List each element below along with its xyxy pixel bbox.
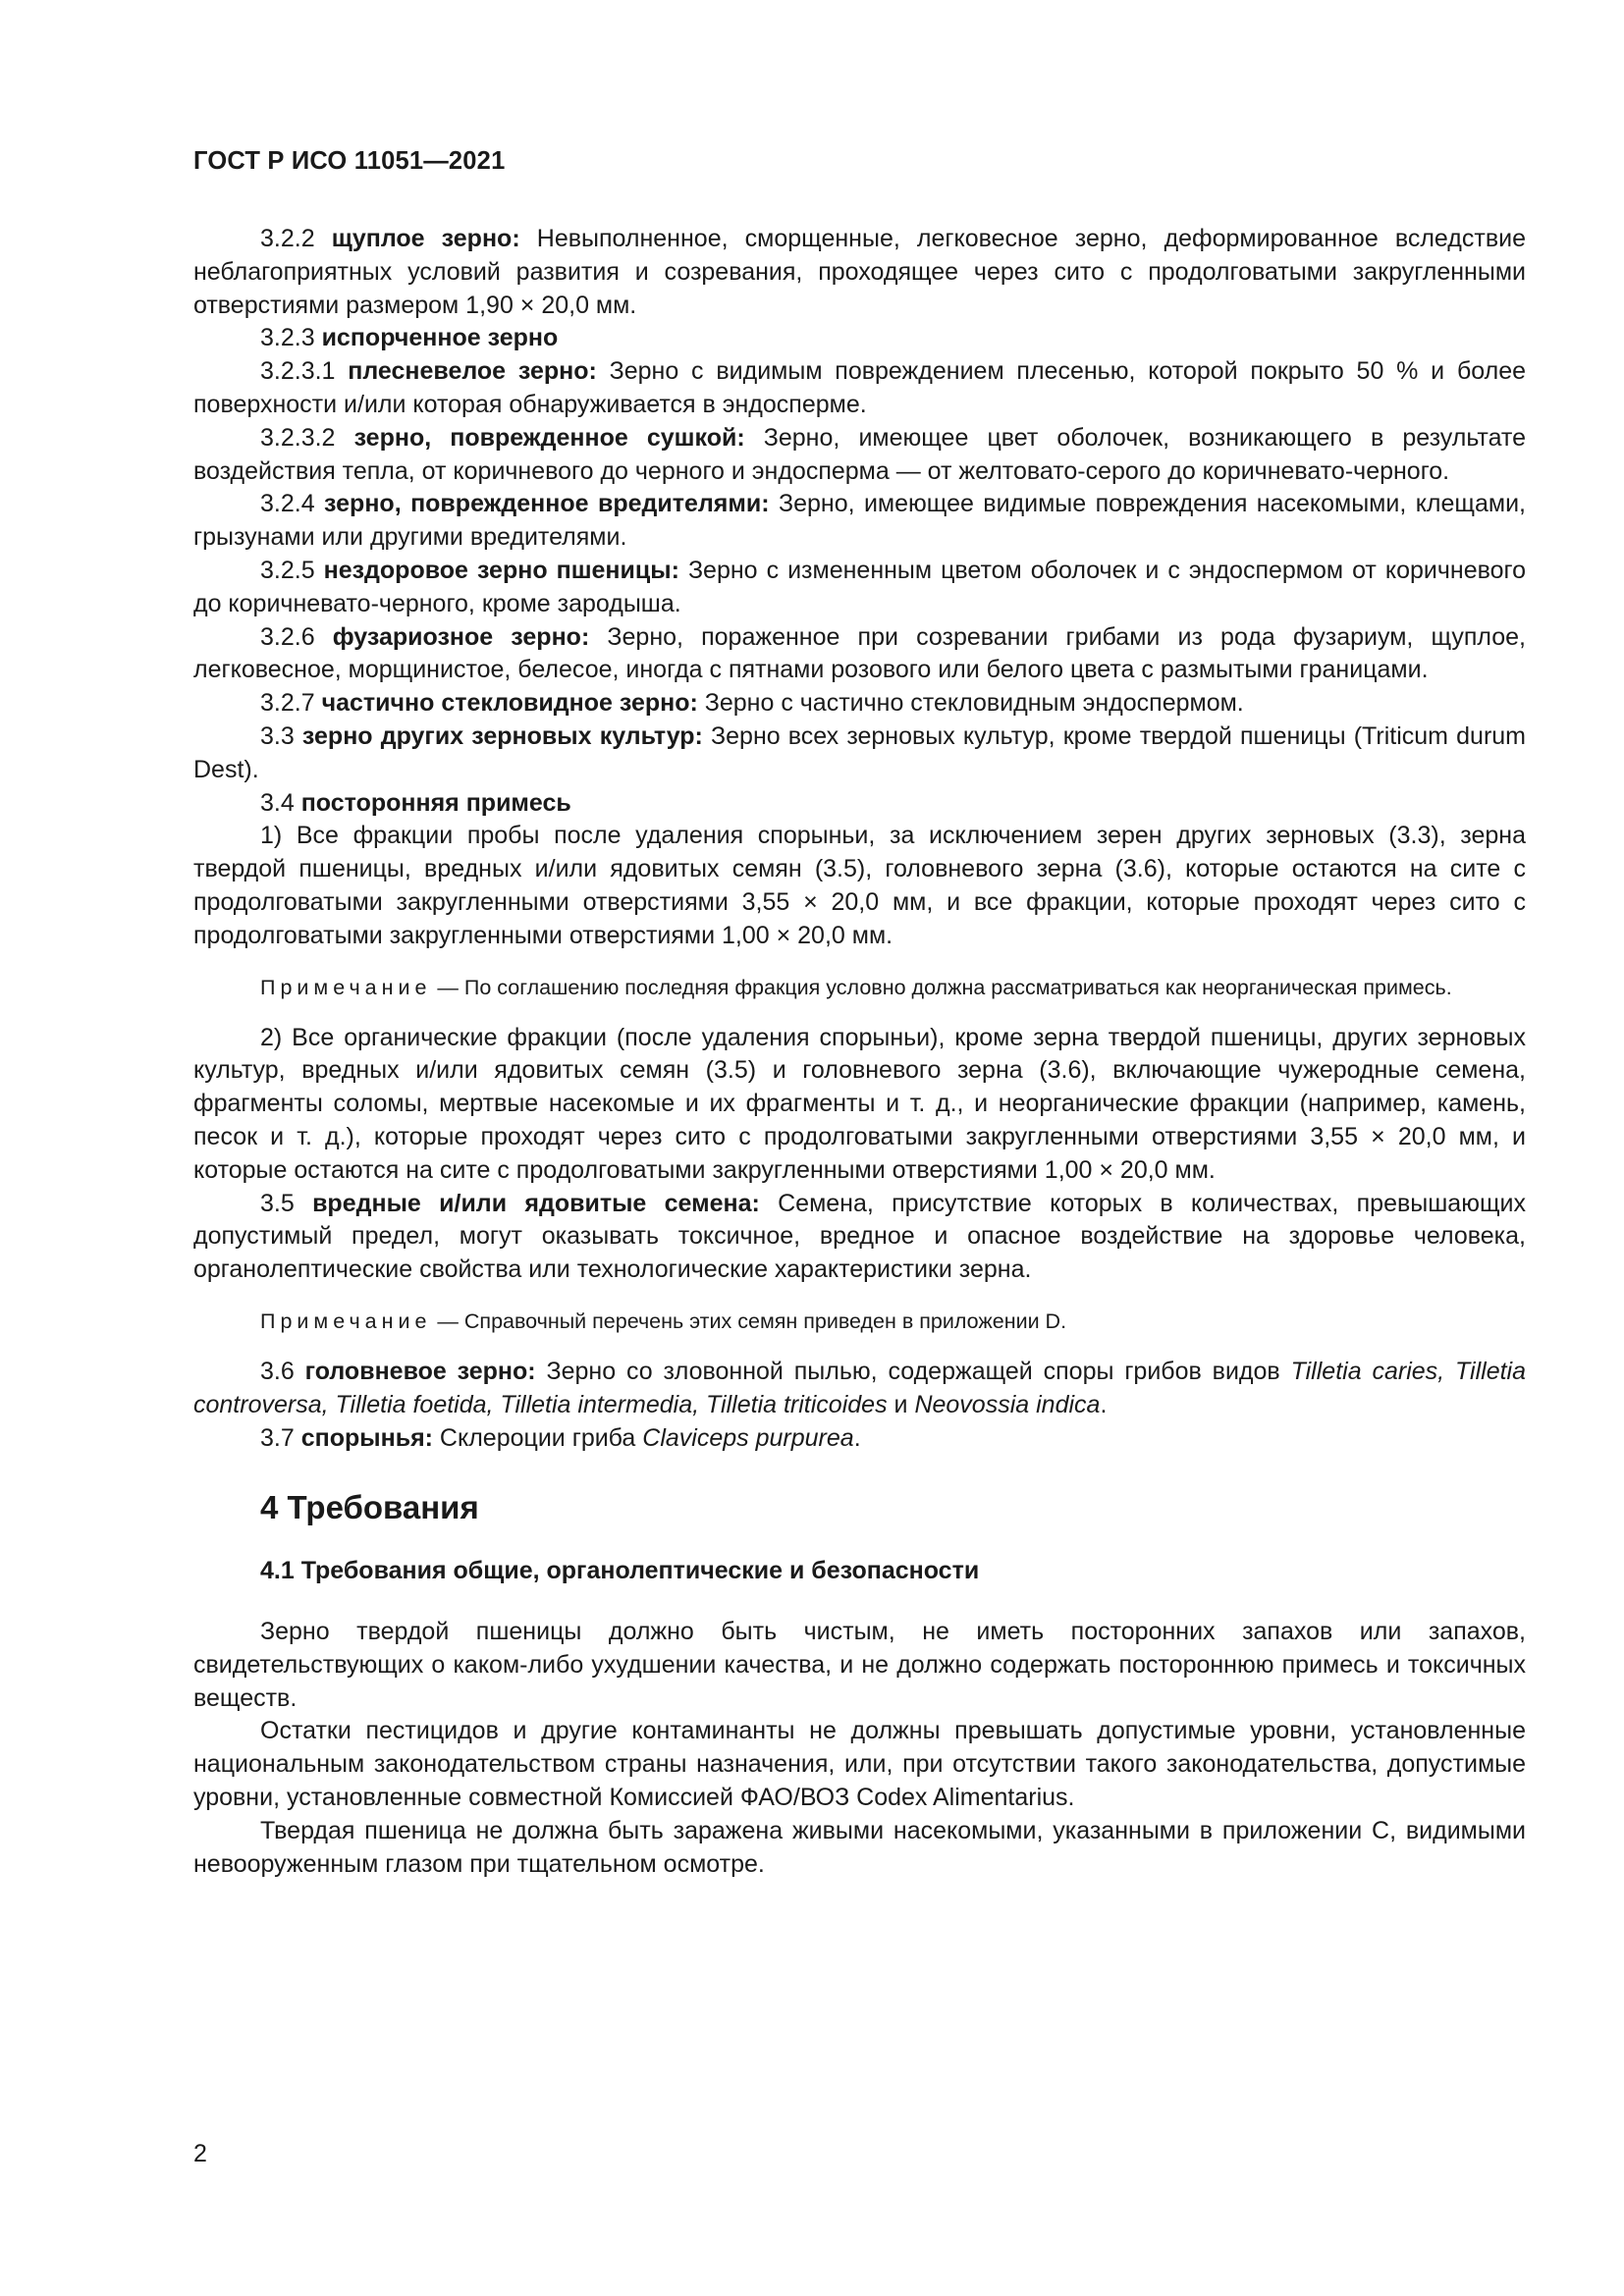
paragraph-3-2-3: 3.2.3 испорченное зерно: [260, 324, 559, 352]
paragraph-3-5: 3.5 вредные и/или ядовитые семена: Семена, присутствие которых в количествах, превышающих допустимый предел, могут оказывать токсичное, вредное и опасное воздействие на здоровье человека, органолептические свойства или технологические характеристики зерна.: [193, 1189, 1526, 1284]
paragraph-3-2-3-2: 3.2.3.2 зерно, поврежденное сушкой: Зерно, имеющее цвет оболочек, возникающего в результате воздействия тепла, от коричневого до черного и эндосперма — от желтовато-серого до коричневато-черного.: [193, 423, 1526, 485]
paragraph-3-2-7: 3.2.7 частично стекловидное зерно: Зерно с частично стекловидным эндоспермом.: [260, 689, 1244, 718]
paragraph-3-6: 3.6 головневое зерно: Зерно со зловонной пылью, содержащей споры грибов видов Tilletia caries, Tilletia controversa, Tilletia foetida, Tilletia intermedia, Tilletia triticoides и Neovossia indica.: [193, 1357, 1526, 1418]
section-4-paragraph-1: Зерно твердой пшеницы должно быть чистым, не иметь посторонних запахов или запахов, свидетельствующих о каком-либо ухудшении качества, и не должно содержать постороннюю примесь и токсичных веществ.: [193, 1618, 1526, 1712]
section-4-paragraph-2: Остатки пестицидов и другие контаминанты не должны превышать допустимые уровни, установленные национальным законодательством страны назначения, или, при отсутствии такого законодательства, допустимые уровни, установленные совместной Комиссией ФАО/ВОЗ Codex Alimentarius.: [193, 1717, 1526, 1812]
document-body: [193, 223, 1526, 1881]
section-4-1-heading: 4.1 Требования общие, органолептические и безопасности: [260, 1557, 980, 1585]
note-2: Примечание — Справочный перечень этих семян приведен в приложении D.: [260, 1308, 1067, 1333]
paragraph-3-2-6: 3.2.6 фузариозное зерно: Зерно, пораженное при созревании грибами из рода фузариум, щуплое, легковесное, морщинистое, белесое, иногда с пятнами розового или белого цвета с размытыми границами.: [193, 622, 1526, 684]
section-4-heading: 4 Требования: [260, 1489, 479, 1526]
paragraph-3-3: 3.3 зерно других зерновых культур: Зерно всех зерновых культур, кроме твердой пшеницы (Triticum durum Dest).: [193, 721, 1527, 783]
paragraph-3-2-5: 3.2.5 нездоровое зерно пшеницы: Зерно с измененным цветом оболочек и с эндоспермом от коричневого до коричневато-черного, кроме зародыша.: [193, 556, 1526, 617]
section-4-paragraph-3: Твердая пшеница не должна быть заражена живыми насекомыми, указанными в приложении С, видимыми невооруженным глазом при тщательном осмотре.: [193, 1816, 1526, 1878]
paragraph-3-2-4: 3.2.4 зерно, поврежденное вредителями: Зерно, имеющее видимые повреждения насекомыми, клещами, грызунами или другими вредителями.: [193, 490, 1526, 552]
page-number: 2: [193, 2140, 207, 2167]
document-header: ГОСТ Р ИСО 11051—2021: [193, 147, 506, 175]
paragraph-3-2-3-1: 3.2.3.1 плесневелое зерно: Зерно с видимым повреждением плесенью, которой покрыто 50 % и более поверхности и/или которая обнаруживается в эндосперме.: [193, 357, 1527, 418]
paragraph-3-2-2: 3.2.2 щуплое зерно: Невыполненное, сморщенные, легковесное зерно, деформированное вследствие неблагоприятных условий развития и созревания, проходящее через сито с продолговатыми закругленными отверстиями размером 1,90 × 20,0 мм.: [193, 225, 1526, 319]
note-1: Примечание — По соглашению последняя фракция условно должна рассматриваться как неорганическая примесь.: [260, 975, 1452, 999]
paragraph-3-4-item-1: 1) Все фракции пробы после удаления спорыньи, за исключением зерен других зерновых (3.3), зерна твердой пшеницы, вредных и/или ядовитых семян (3.5), головневого зерна (3.6), которые остаются на сите с продолговатыми закругленными отверстиями 3,55 × 20,0 мм, и все фракции, которые проходят через сито с продолговатыми закругленными отверстиями 1,00 × 20,0 мм.: [193, 822, 1526, 949]
paragraph-3-4: 3.4 посторонняя примесь: [260, 788, 571, 817]
paragraph-3-7: 3.7 спорынья: Склероции гриба Claviceps purpurea.: [260, 1423, 861, 1452]
paragraph-3-4-item-2: 2) Все органические фракции (после удаления спорыньи), кроме зерна твердой пшеницы, других зерновых культур, вредных и/или ядовитых семян (3.5) и головневого зерна (3.6), включающие чужеродные семена, фрагменты соломы, мертвые насекомые и их фрагменты и т. д., и неорганические фракции (например, камень, песок и т. д.), которые проходят через сито с продолговатыми закругленными отверстиями 3,55 × 20,0 мм, и которые остаются на сите с продолговатыми закругленными отверстиями 1,00 × 20,0 мм.: [193, 1023, 1526, 1184]
